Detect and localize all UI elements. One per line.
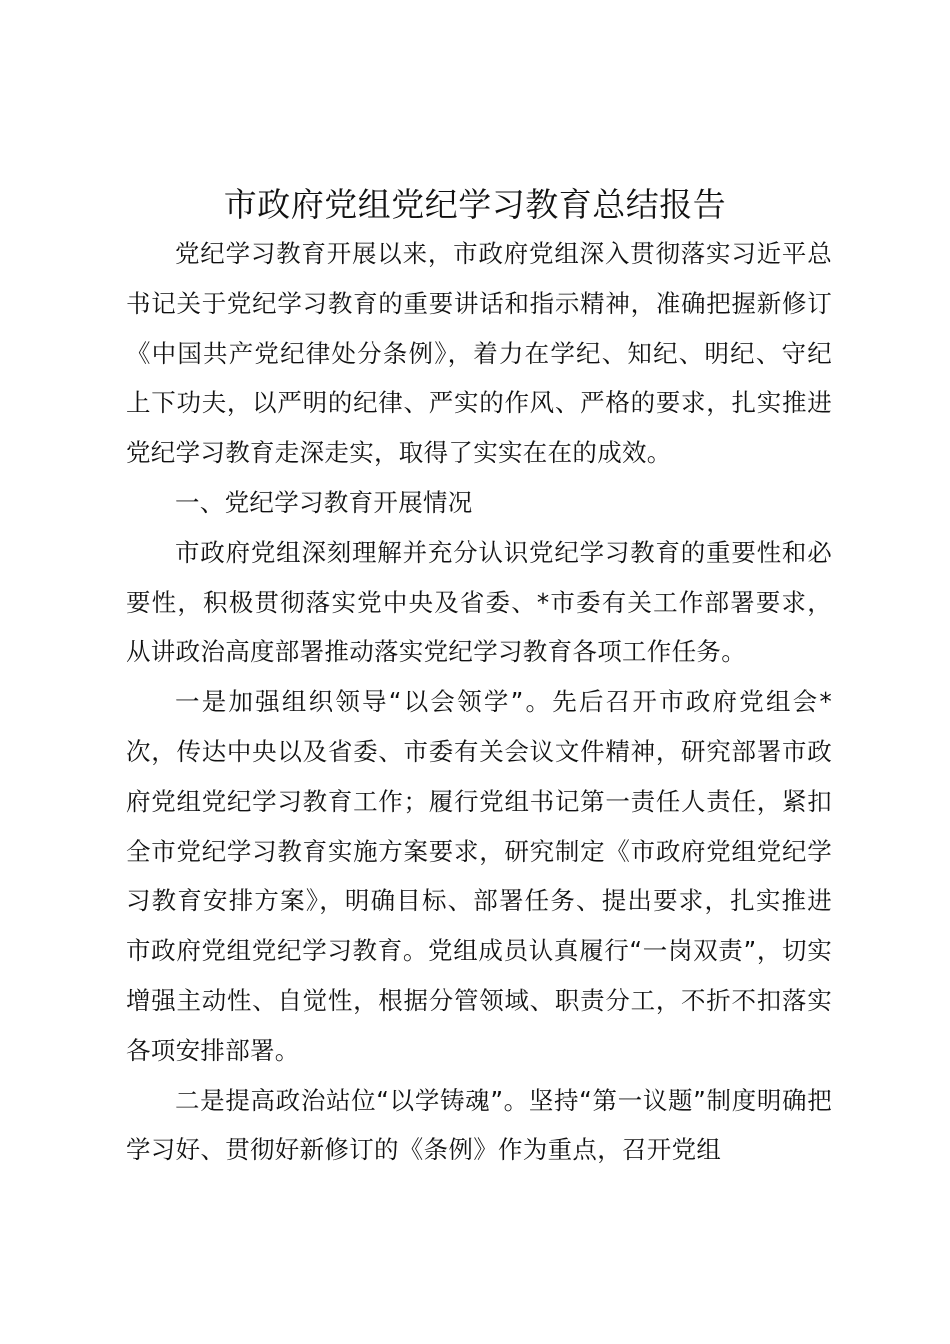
document-body — [126, 229, 832, 1175]
paragraph-point-2: 二是提高政治站位“以学铸魂”。坚持“第一议题”制度明确把学习好、贯彻好新修订的《条例》作为重点，召开党组 — [126, 1085, 832, 1165]
paragraph-intro: 党纪学习教育开展以来，市政府党组深入贯彻落实习近平总书记关于党纪学习教育的重要讲话和指示精神，准确把握新修订《中国共产党纪律处分条例》，着力在学纪、知纪、明纪、守纪上下功夫，以严明的纪律、严实的作风、严格的要求，扎实推进党纪学习教育走深走实，取得了实实在在的成效。 — [126, 239, 832, 468]
section-heading-1: 一、党纪学习教育开展情况 — [175, 487, 473, 517]
paragraph-point-1: 一是加强组织领导“以会领学”。先后召开市政府党组会*次，传达中央以及省委、市委有关会议文件精神，研究部署市政府党组党纪学习教育工作；履行党组书记第一责任人责任，紧扣全市党纪学习教育实施方案要求，研究制定《市政府党组党纪学习教育安排方案》，明确目标、部署任务、提出要求，扎实推进市政府党组党纪学习教育。党组成员认真履行“一岗双责”，切实增强主动性、自觉性，根据分管领域、职责分工，不折不扣落实各项安排部署。 — [126, 687, 832, 1065]
document-title: 市政府党组党纪学习教育总结报告 — [223, 185, 727, 224]
paragraph-overview: 市政府党组深刻理解并充分认识党纪学习教育的重要性和必要性，积极贯彻落实党中央及省委、*市委有关工作部署要求，从讲政治高度部署推动落实党纪学习教育各项工作任务。 — [126, 537, 832, 667]
